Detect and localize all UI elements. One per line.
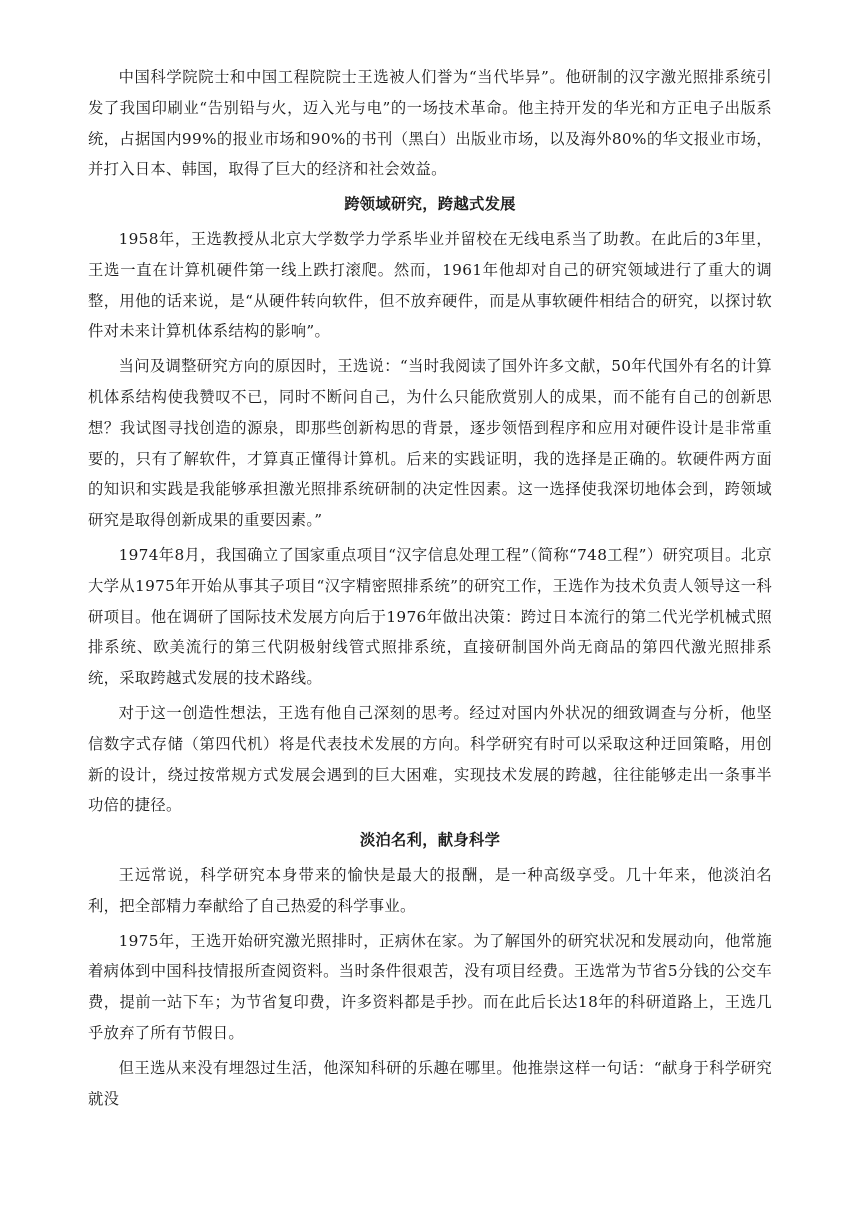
intro-paragraph: 中国科学院院士和中国工程院院士王选被人们誉为“当代毕异”。他研制的汉字激光照排系统引发了我国印刷业“告别铅与火，迈入光与电”的一场技术革命。他主持开发的华光和方正电子出版系统，占据国内99%的报业市场和90%的书刊（黑白）出版业市场，以及海外80%的华文报业市场，并打入日本、韩国，取得了巨大的经济和社会效益。: [88, 68, 772, 179]
paragraph-quote-research-direction: 当问及调整研究方向的原因时，王选说：“当时我阅读了国外许多文献，50年代国外有名的计算机体系结构使我赞叹不已，同时不断问自己，为什么只能欣赏别人的成果，而不能有自己的创新思想？我试图寻找创造的源泉，即那些创新构思的背景，逐步领悟到程序和应用对硬件设计是非常重要的，只有了解软件，才算真正懂得计算机。后来的实践证明，我的选择是正确的。软硬件两方面的知识和实践是我能够承担激光照排系统研制的决定性因素。这一选择使我深切地体会到，跨领域研究是取得创新成果的重要因素。”: [88, 357, 772, 530]
paragraph-research-joy: 王远常说，科学研究本身带来的愉快是最大的报酬，是一种高级享受。几十年来，他淡泊名利，把全部精力奉献给了自己热爱的科学事业。: [88, 865, 772, 915]
paragraph-1975-hardship: 1975年，王选开始研究激光照排时，正病休在家。为了解国外的研究状况和发展动向，他常施着病体到中国科技情报所查阅资料。当时条件很艰苦，没有项目经费。王选常为节省5分钱的公交车费，提前一站下车；为节省复印费，许多资料都是手抄。而在此后长达18年的科研道路上，王选几乎放弃了所有节假日。: [88, 931, 772, 1042]
paragraph-creative-thinking: 对于这一创造性想法，王选有他自己深刻的思考。经过对国内外状况的细致调查与分析，他坚信数字式存储（第四代机）将是代表技术发展的方向。科学研究有时可以采取这种迂回策略，用创新的设计，绕过按常规方式发展会遇到的巨大困难，实现技术发展的跨越，往往能够走出一条事半功倍的捷径。: [88, 703, 772, 815]
paragraph-1958: 1958年，王选教授从北京大学数学力学系毕业并留校在无线电系当了助教。在此后的3年里，王选一直在计算机硬件第一线上跌打滚爬。然而，1961年他却对自己的研究领域进行了重大的调整，用他的话来说，是“从硬件转向软件，但不放弃硬件，而是从事软硬件相结合的研究，以探讨软件对未来计算机体系结构的影响”。: [88, 229, 772, 341]
section-heading-cross-domain: 跨领域研究，跨越式发展: [344, 195, 516, 214]
paragraph-1974-project: 1974年8月，我国确立了国家重点项目“汉字信息处理工程”（简称“748工程”）研究项目。北京大学从1975年开始从事其子项目“汉字精密照排系统”的研究工作，王选作为技术负责人领导这一科研项目。他在调研了国际技术发展方向后于1976年做出决策：跨过日本流行的第二代光学机械式照排系统、欧美流行的第三代阴极射线管式照排系统，直接研制国外尚无商品的第四代激光照排系统，采取跨越式发展的技术路线。: [88, 545, 772, 688]
section-heading-dedication: 淡泊名利，献身科学: [359, 831, 501, 850]
paragraph-closing-partial: 但王选从来没有埋怨过生活，他深知科研的乐趣在哪里。他推崇这样一句话：“献身于科学研究就没: [88, 1058, 772, 1108]
